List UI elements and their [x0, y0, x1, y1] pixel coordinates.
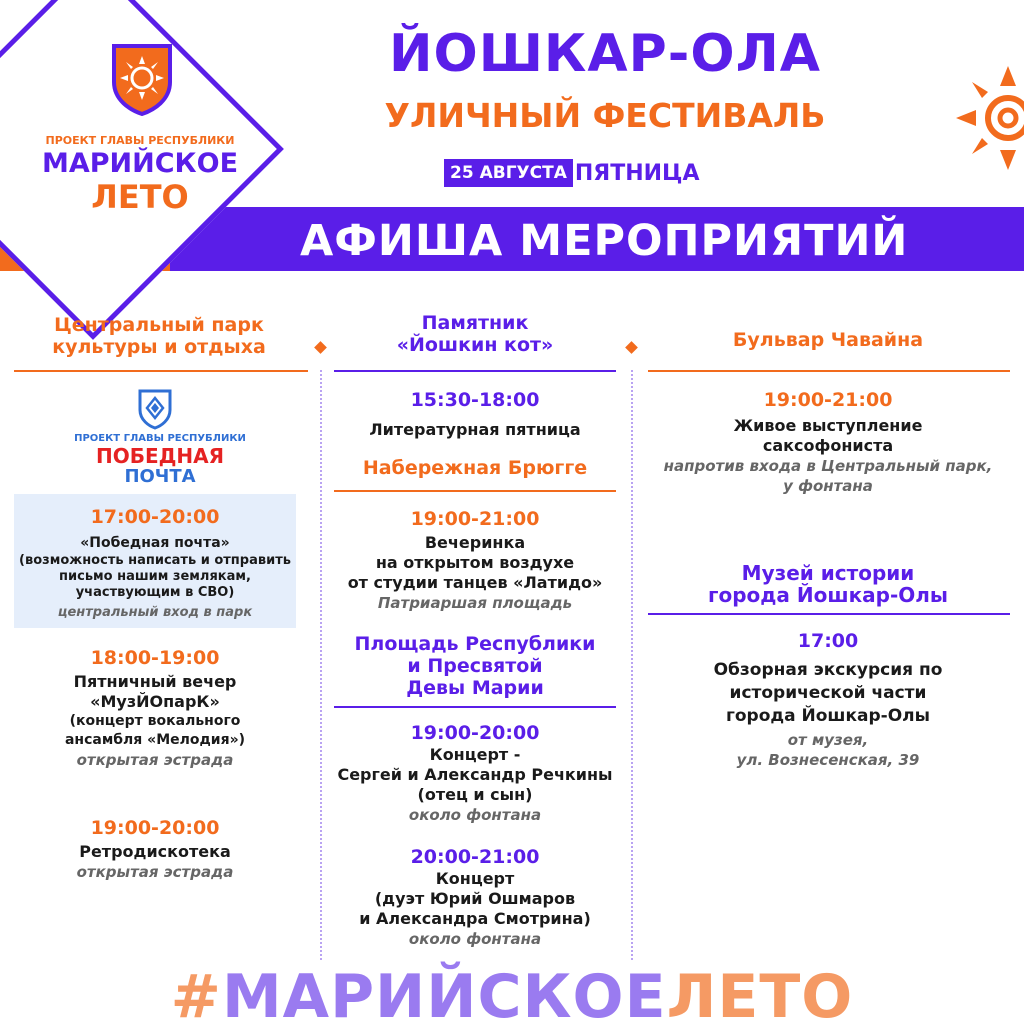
event-time: 19:00-21:00: [763, 389, 893, 411]
event-note: ансамбля «Мелодия»): [64, 732, 246, 748]
column-separator: [631, 370, 633, 960]
banner-title: АФИША МЕРОПРИЯТИЙ: [300, 216, 909, 266]
bruges-divider: [334, 490, 616, 492]
event-place: около фонтана: [408, 806, 542, 824]
event-party: [330, 507, 620, 613]
hashtag-word2: ЛЕТО: [666, 962, 854, 1032]
event-place: открытая эстрада: [76, 863, 234, 881]
diamond-marker: [625, 341, 638, 354]
event-line: Живое выступление: [733, 416, 923, 435]
event-title: Пятничный вечер: [73, 672, 237, 691]
cat-divider: [334, 370, 616, 372]
cat-heading-line2: «Йошкин кот»: [396, 334, 554, 356]
sun-ornament-icon: [948, 58, 1024, 178]
event-place: Патриаршая площадь: [377, 594, 573, 612]
date-line: [444, 158, 699, 188]
event-title: Литературная пятница: [369, 420, 581, 439]
column-separator: [320, 370, 322, 960]
event-place: около фонтана: [408, 930, 542, 948]
event-note: (возможность написать и отправить: [19, 553, 291, 568]
event-line: исторической части: [729, 683, 927, 703]
cat-heading-line1: Памятник: [421, 312, 529, 334]
event-title: «МузЙОпарК»: [90, 692, 220, 711]
museum-heading-line2: города Йошкар-Олы: [708, 583, 948, 607]
event-oshmarov: [330, 845, 620, 949]
republic-heading-line3: Девы Марии: [406, 677, 544, 699]
museum-heading-line1: Музей истории: [741, 561, 915, 585]
park-divider: [14, 370, 308, 372]
event-line: Обзорная экскурсия по: [713, 660, 943, 680]
pochta-project-text: ПРОЕКТ ГЛАВЫ РЕСПУБЛИКИ: [74, 433, 246, 444]
museum-divider: [648, 613, 1010, 615]
event-note: участвующим в СВО): [75, 585, 235, 600]
festival-title: УЛИЧНЫЙ ФЕСТИВАЛЬ: [384, 96, 826, 135]
event-pochta: [14, 505, 296, 622]
bruges-heading: Набережная Брюгге: [362, 457, 588, 479]
event-line: города Йошкар-Олы: [726, 706, 930, 726]
park-heading-line1: Центральный парк: [54, 314, 264, 336]
event-time: 19:00-20:00: [410, 722, 540, 744]
shield-sun-icon: [110, 42, 174, 116]
event-line: от студии танцев «Латидо»: [347, 573, 603, 592]
weekday: ПЯТНИЦА: [574, 160, 700, 186]
event-time: 20:00-21:00: [410, 846, 540, 868]
park-heading: [14, 314, 304, 358]
event-time: 19:00-20:00: [90, 817, 220, 839]
event-rechkiny: [330, 721, 620, 825]
city-title: ЙОШКАР-ОЛА: [388, 24, 822, 84]
event-time: 17:00: [797, 630, 859, 652]
event-note: письмо нашим землякам,: [59, 569, 251, 584]
event-muzyopark: [14, 646, 296, 770]
event-line: Концерт -: [429, 745, 521, 764]
park-heading-line2: культуры и отдыха: [52, 336, 266, 358]
event-title: «Победная почта»: [80, 535, 230, 551]
event-line: (дуэт Юрий Ошмаров: [374, 889, 576, 908]
event-time: 19:00-21:00: [410, 508, 540, 530]
pochta-shield-icon: [137, 388, 173, 430]
event-line: на открытом воздухе: [375, 553, 575, 572]
event-place: от музея,: [787, 731, 869, 749]
event-line: саксофониста: [762, 436, 894, 455]
hashtag-word1: МАРИЙСКОЕ: [221, 962, 667, 1032]
chavain-divider: [648, 370, 1010, 372]
date-badge: 25 АВГУСТА: [444, 159, 573, 187]
event-line: Вечеринка: [424, 533, 526, 552]
event-line: (отец и сын): [417, 785, 533, 804]
republic-divider: [334, 706, 616, 708]
event-place: ул. Вознесенская, 39: [736, 751, 920, 769]
diamond-marker: [314, 341, 327, 354]
republic-square-heading: [330, 633, 620, 699]
event-place: напротив входа в Центральный парк,: [663, 457, 993, 475]
event-place: у фонтана: [783, 477, 873, 495]
event-line: Концерт: [435, 869, 515, 888]
pochta-logo-line1: ПОБЕДНАЯ: [95, 444, 225, 468]
event-place: открытая эстрада: [76, 751, 234, 769]
event-excursion: [646, 629, 1010, 770]
event-place: центральный вход в парк: [57, 605, 253, 620]
event-line: Сергей и Александр Речкины: [337, 765, 613, 784]
chavain-heading: Бульвар Чавайна: [732, 329, 924, 351]
event-time: 17:00-20:00: [90, 506, 220, 528]
logo-project-text: ПРОЕКТ ГЛАВЫ РЕСПУБЛИКИ: [45, 134, 235, 147]
event-time: 18:00-19:00: [90, 647, 220, 669]
cat-monument-heading: [330, 312, 620, 356]
event-retrodisco: [14, 816, 296, 882]
event-note: (концерт вокального: [69, 713, 241, 729]
event-title: Ретродискотека: [79, 842, 231, 861]
republic-heading-line2: и Пресвятой: [407, 655, 543, 677]
event-saxophone: [646, 388, 1010, 496]
logo-subtitle: ЛЕТО: [91, 178, 189, 216]
event-time: 15:30-18:00: [410, 389, 540, 411]
logo-title: МАРИЙСКОЕ: [41, 148, 239, 179]
republic-heading-line1: Площадь Республики: [354, 633, 596, 655]
museum-heading: [646, 562, 1010, 606]
hashtag: [0, 962, 1024, 1032]
pochta-logo-line2: ПОЧТА: [124, 466, 196, 487]
hashtag-symbol: #: [170, 962, 222, 1032]
event-line: и Александра Смотрина): [359, 909, 591, 928]
event-literary: [330, 388, 620, 440]
